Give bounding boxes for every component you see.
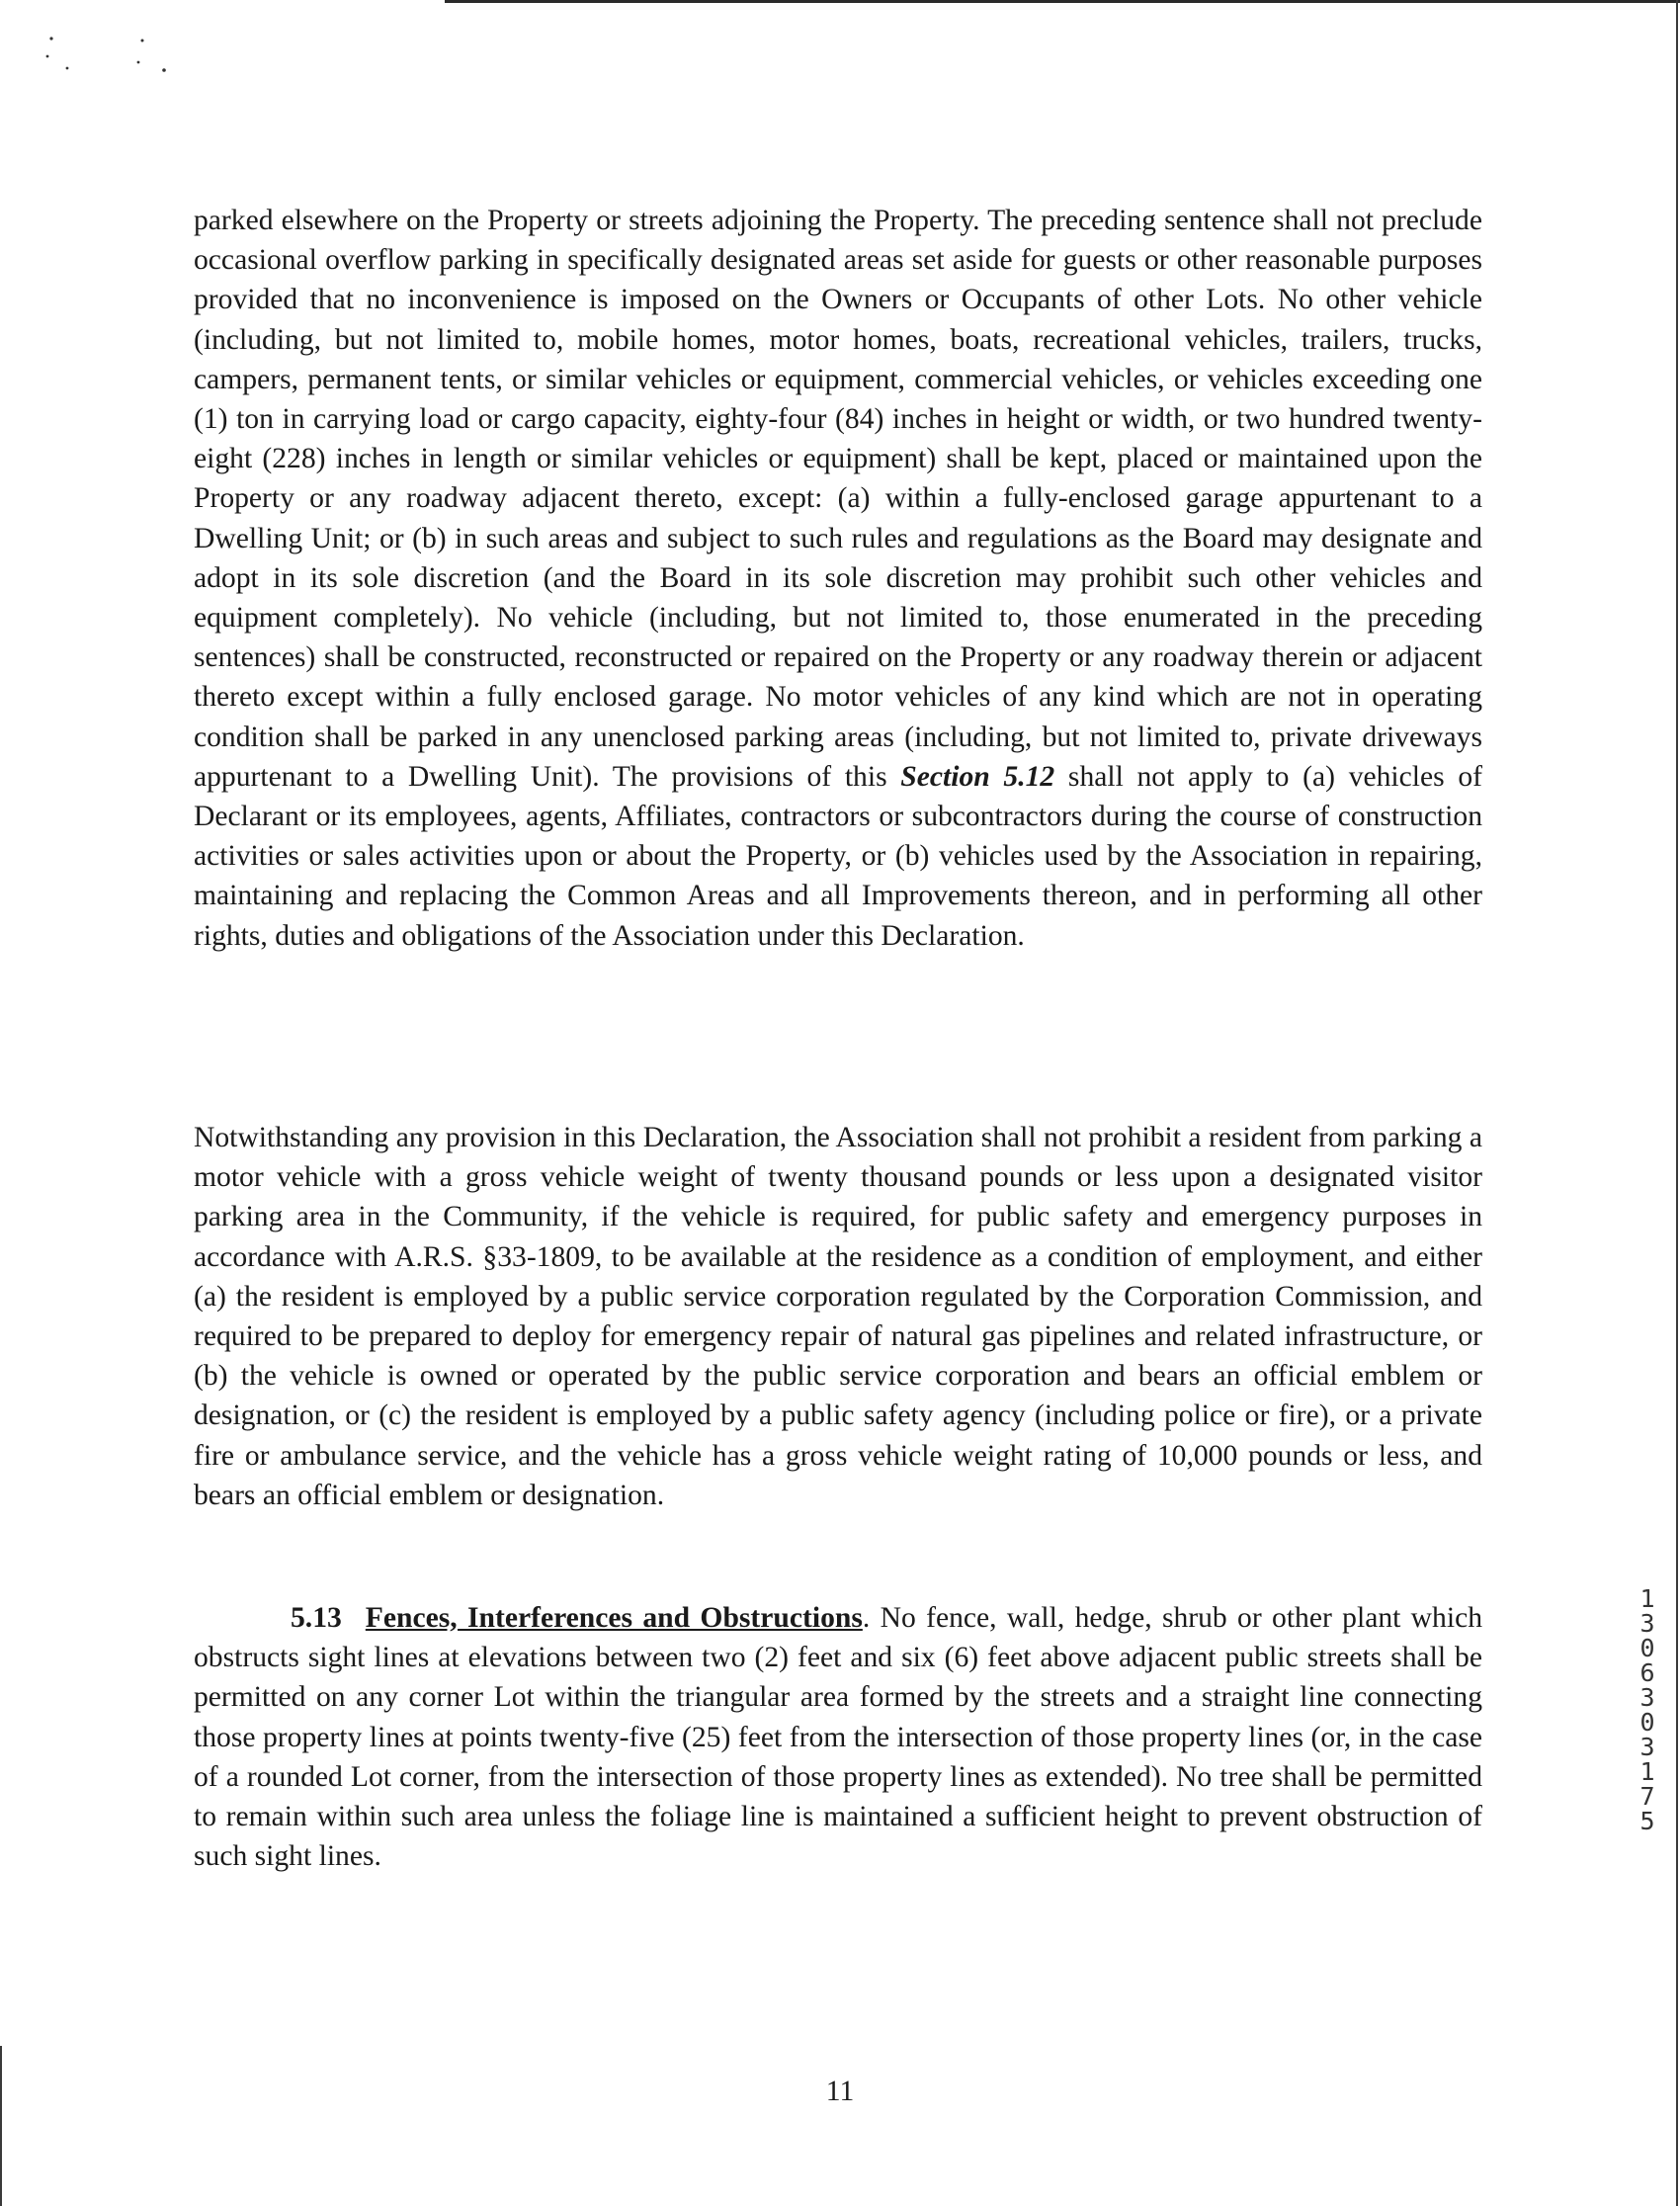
paragraph-vehicle-restrictions [194, 201, 1482, 956]
section-number: 5.13 [291, 1602, 342, 1634]
section-title: Fences, Interferences and Obstructions [365, 1602, 863, 1634]
section-5-13-body: No fence, wall, hedge, shrub or other plant which obstructs sight lines at elevations between two (2) feet and six (6) feet above adjacent public streets shall be permitted on any corner Lot within the triangular area formed by the streets and a straight line connecting those property lines at points twenty-five (25) feet from the intersection of those property lines (or, in the case of a rounded Lot corner, from the intersection of those property lines as extended). No tree shall be permitted to remain within such area unless the foliage line is maintained a sufficient height to prevent obstruction of such sight lines. [194, 1602, 1483, 1873]
paragraph-1-text-a: parked elsewhere on the Property or streets adjoining the Property. The preceding sentence shall not preclude occasional overflow parking in specifically designated areas set aside for guests or other reasonable purposes provided that no inconvenience is imposed on the Owners or Occupants of other Lots. No other vehicle (including, but not limited to, mobile homes, motor homes, boats, recreational vehicles, trailers, trucks, campers, permanent tents, or similar vehicles or equipment, commercial vehicles, or vehicles exceeding one (1) ton in carrying load or cargo capacity, eighty-four (84) inches in height or width, or two hundred twenty-eight (228) inches in length or similar vehicles or equipment) shall be kept, placed or maintained upon the Property or any roadway adjacent thereto, except: (a) within a fully-enclosed garage appurtenant to a Dwelling Unit; or (b) in such areas and subject to such rules and regulations as the Board may designate and adopt in its sole discretion (and the Board in its sole discretion may prohibit such other vehicles and equipment completely). No vehicle (including, but not limited to, those enumerated in the preceding sentences) shall be constructed, reconstructed or repaired on the Property or any roadway therein or adjacent thereto except within a fully enclosed garage. No motor vehicles of any kind which are not in operating condition shall be parked in any unenclosed parking areas (including, but not limited to, private driveways appurtenant to a Dwelling Unit). The provisions of this [194, 205, 1482, 793]
section-title-punctuation: . [862, 1602, 871, 1634]
paragraph-1-text-b: shall not apply to (a) vehicles of Declarant or its employees, agents, Affiliates, contractors or subcontractors during the course of construction activities or sales activities upon or about the Property, or (b) vehicles used by the Association in repairing, maintaining and replacing the Common Areas and all Improvements thereon, and in performing all other rights, duties and obligations of the Association under this Declaration. [194, 760, 1483, 952]
right-scan-border [1676, 0, 1678, 2206]
top-scan-border-gap [390, 0, 445, 3]
section-5-13 [194, 1598, 1482, 1876]
section-reference: Section 5.12 [900, 760, 1055, 793]
scan-specks [40, 35, 178, 79]
left-scan-border [0, 2046, 2, 2206]
recording-number-stamp: 1306303175 [1639, 1584, 1655, 1835]
page-number: 11 [825, 2076, 855, 2107]
top-scan-border [390, 0, 1680, 3]
paragraph-emergency-vehicles: Notwithstanding any provision in this Declaration, the Association shall not prohibit a resident from parking a motor vehicle with a gross vehicle weight of twenty thousand pounds or less upon a designated visitor parking area in the Community, if the vehicle is required, for public safety and emergency purposes in accordance with A.R.S. §33-1809, to be available at the residence as a condition of employment, and either (a) the resident is employed by a public service corporation regulated by the Corporation Commission, and required to be prepared to deploy for emergency repair of natural gas pipelines and related infrastructure, or (b) the vehicle is owned or operated by the public service corporation and bears an official emblem or designation, or (c) the resident is employed by a public safety agency (including police or fire), or a private fire or ambulance service, and the vehicle has a gross vehicle weight rating of 10,000 pounds or less, and bears an official emblem or designation. [194, 1122, 1482, 1511]
